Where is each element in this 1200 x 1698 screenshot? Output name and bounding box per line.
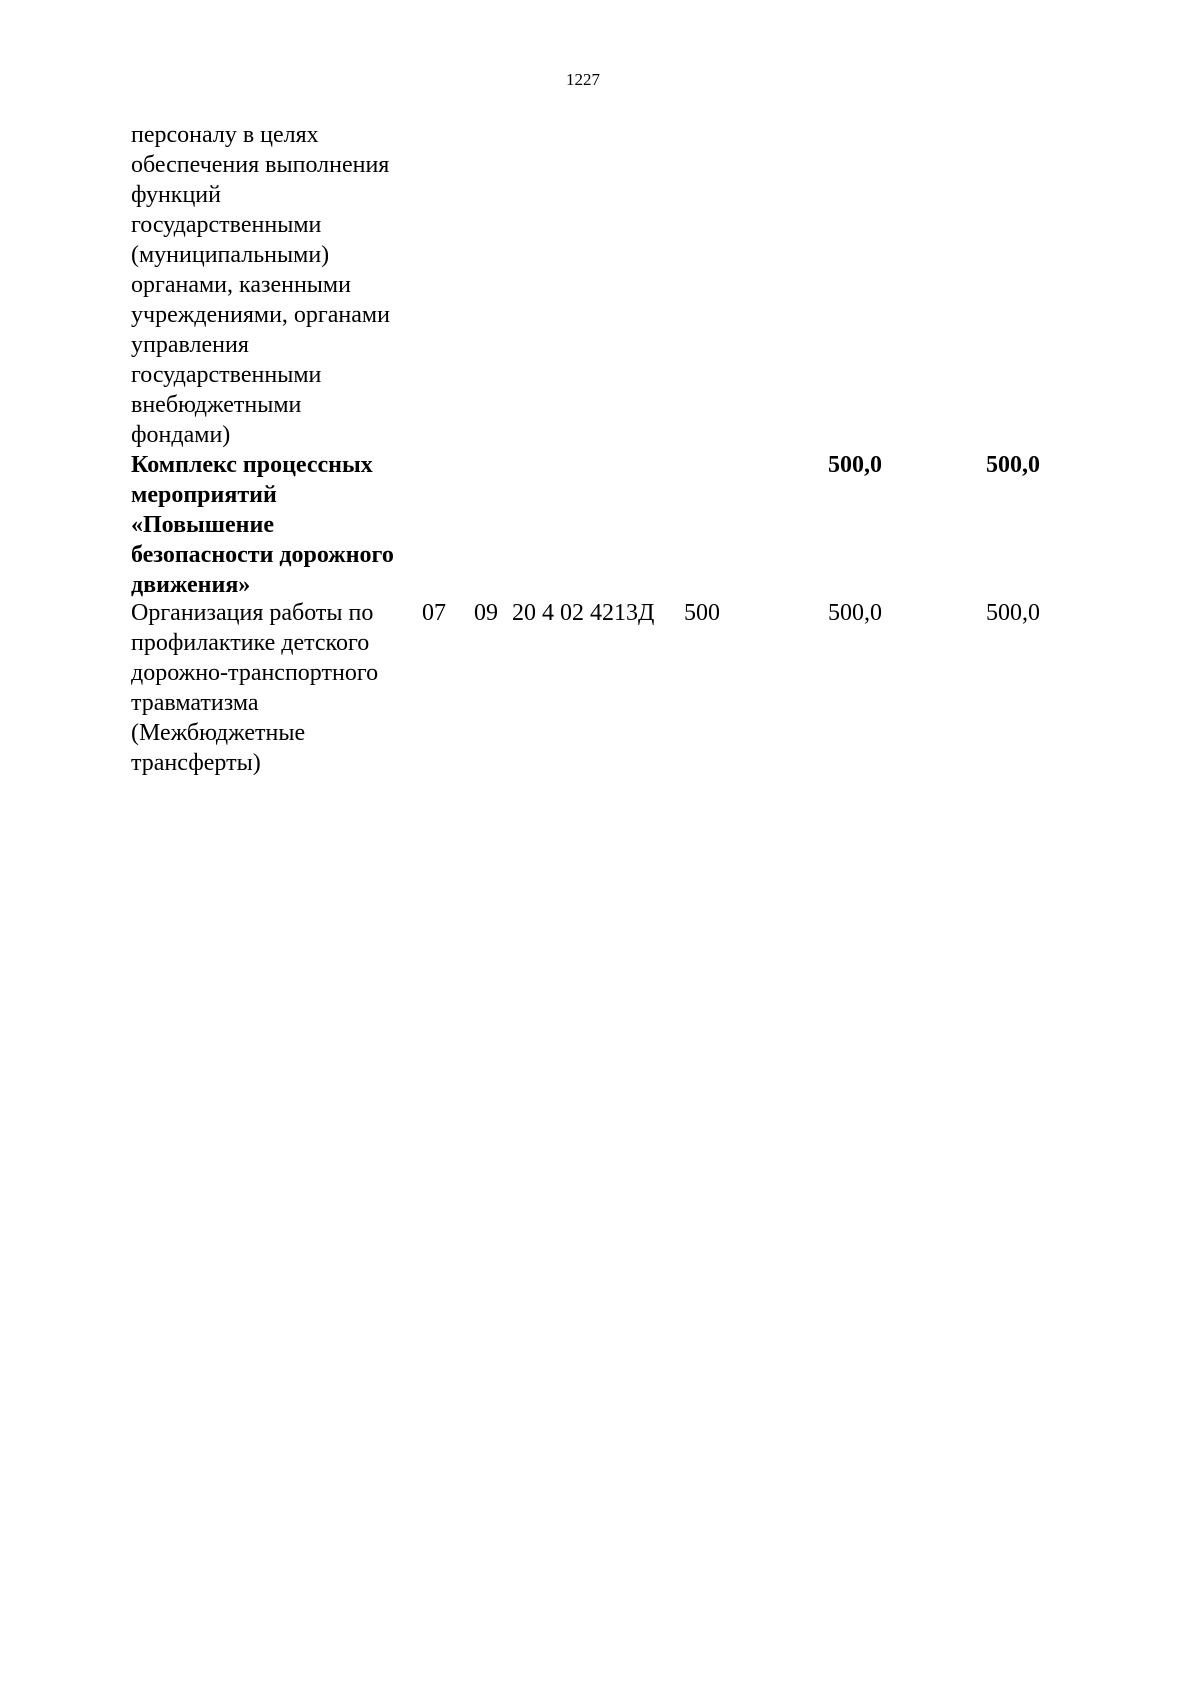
target-article-code: 20 4 02 4213Д [512, 600, 655, 626]
text-line: безопасности дорожного [131, 542, 394, 568]
text-line: управления [131, 332, 249, 358]
row-description-continuation [131, 120, 390, 450]
podrazdel-code: 09 [474, 600, 498, 626]
complex-value-1: 500,0 [828, 452, 882, 478]
text-line: Комплекс процессных [131, 452, 373, 478]
expense-type-code: 500 [684, 600, 720, 626]
complex-value-2: 500,0 [986, 452, 1040, 478]
text-line: Организация работы по [131, 600, 374, 626]
text-line: фондами) [131, 422, 231, 448]
text-line: движения» [131, 572, 251, 598]
text-line: обеспечения выполнения [131, 152, 390, 178]
text-line: функций [131, 182, 221, 208]
organization-value-1: 500,0 [828, 600, 882, 626]
text-line: учреждениями, органами [131, 302, 390, 328]
text-line: дорожно-транспортного [131, 660, 379, 686]
text-line: внебюджетными [131, 392, 302, 418]
text-line: персоналу в целях [131, 122, 319, 148]
text-line: (Межбюджетные [131, 720, 306, 746]
page-number: 1227 [566, 70, 600, 89]
text-line: трансферты) [131, 750, 261, 776]
text-line: государственными [131, 362, 322, 388]
text-line: травматизма [131, 690, 259, 716]
row-complex-title [131, 450, 394, 600]
row-organization-description [131, 598, 378, 778]
text-line: мероприятий [131, 482, 277, 508]
organization-value-2: 500,0 [986, 600, 1040, 626]
text-line: органами, казенными [131, 272, 351, 298]
razdel-code: 07 [422, 600, 446, 626]
text-line: профилактике детского [131, 630, 370, 656]
text-line: (муниципальными) [131, 242, 330, 268]
text-line: «Повышение [131, 512, 274, 538]
text-line: государственными [131, 212, 322, 238]
